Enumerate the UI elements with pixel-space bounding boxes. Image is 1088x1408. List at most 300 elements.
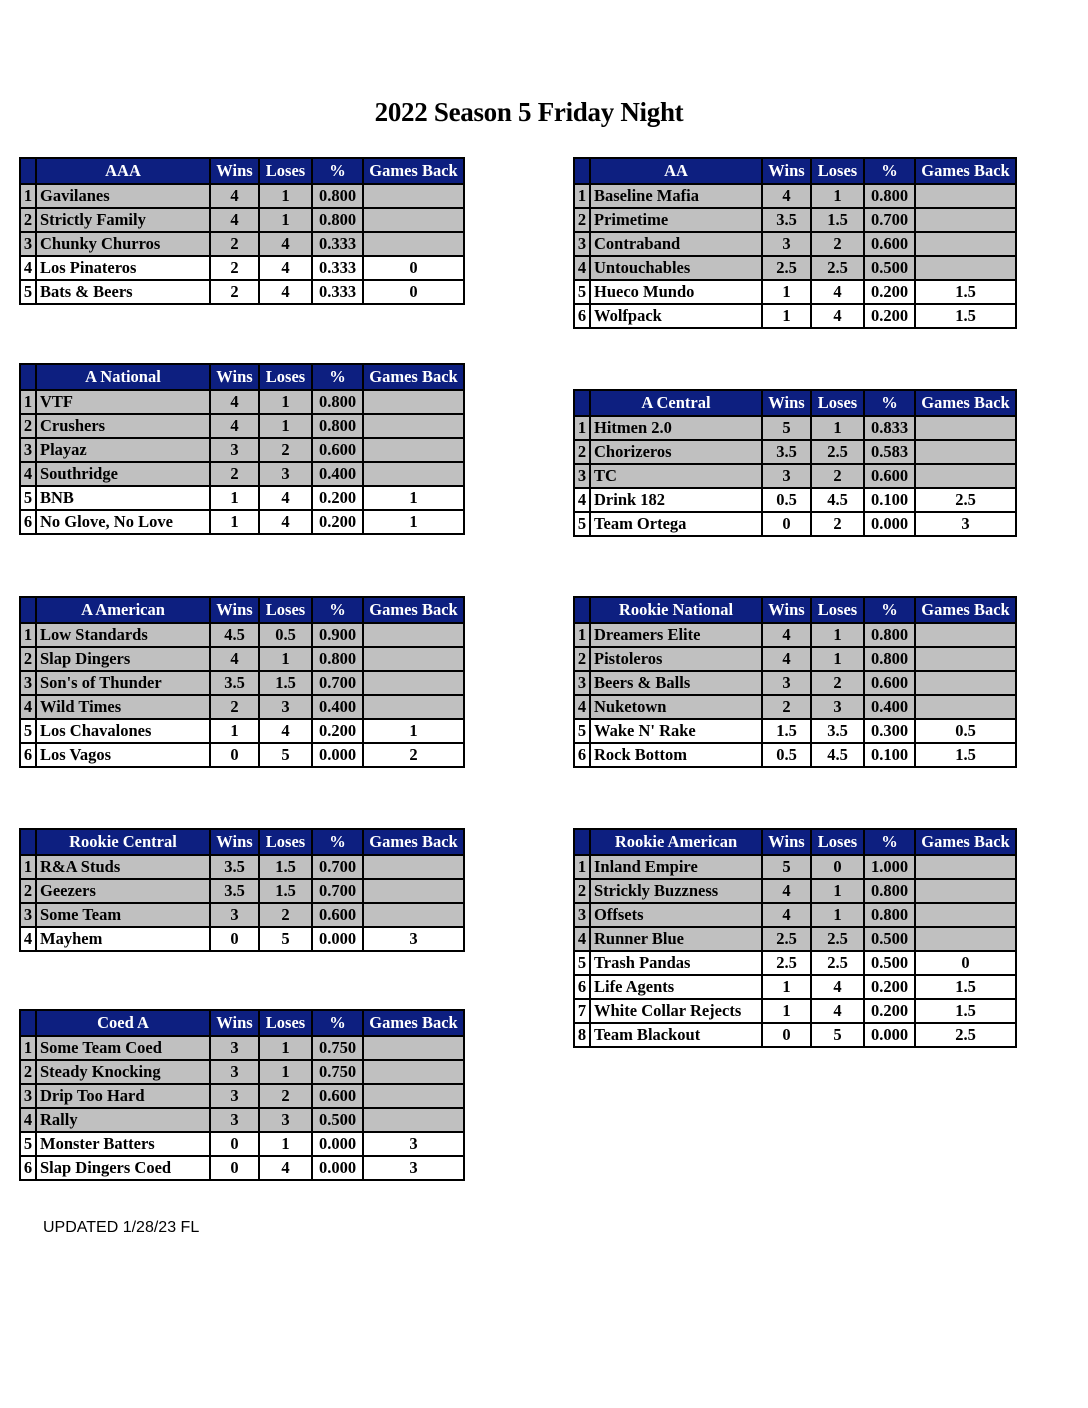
pct-cell: 0.800 (864, 903, 915, 927)
loses-cell: 4 (259, 1156, 312, 1180)
table-row (574, 695, 1016, 719)
pct-cell: 0.600 (864, 232, 915, 256)
pct-cell: 0.300 (864, 719, 915, 743)
team-name-cell: Slap Dingers (36, 647, 210, 671)
pct-cell: 0.500 (312, 1108, 363, 1132)
games-back-cell (915, 440, 1016, 464)
team-name-cell: Playaz (36, 438, 210, 462)
loses-cell: 1.5 (259, 671, 312, 695)
pct-cell: 0.800 (864, 184, 915, 208)
team-name-cell: Geezers (36, 879, 210, 903)
games-back-cell (363, 438, 464, 462)
division-name: A Central (590, 390, 762, 416)
rank-cell: 3 (20, 438, 36, 462)
rank-cell: 6 (574, 743, 590, 767)
loses-cell: 4 (259, 232, 312, 256)
games-back-cell: 1 (363, 719, 464, 743)
division-table-aa (573, 157, 1017, 329)
pct-cell: 0.600 (312, 903, 363, 927)
rank-header (574, 158, 590, 184)
table-row (20, 903, 464, 927)
wins-cell: 2 (210, 695, 259, 719)
pct-cell: 0.333 (312, 232, 363, 256)
wins-cell: 1 (762, 975, 811, 999)
loses-cell: 4 (259, 510, 312, 534)
rank-cell: 5 (20, 719, 36, 743)
wins-cell: 4 (210, 390, 259, 414)
team-name-cell: Pistoleros (590, 647, 762, 671)
wins-header: Wins (210, 1010, 259, 1036)
table-row (574, 999, 1016, 1023)
pct-cell: 0.600 (864, 671, 915, 695)
rank-cell: 5 (574, 951, 590, 975)
loses-cell: 4 (811, 999, 864, 1023)
page-title: 2022 Season 5 Friday Night (374, 97, 684, 127)
loses-cell: 2 (811, 232, 864, 256)
table-row (20, 623, 464, 647)
loses-cell: 3 (811, 695, 864, 719)
games-back-cell (363, 208, 464, 232)
rank-header (20, 364, 36, 390)
pct-cell: 0.333 (312, 280, 363, 304)
table-row (20, 208, 464, 232)
division-table-coed-a (19, 1009, 465, 1181)
table-row (574, 464, 1016, 488)
rank-cell: 1 (20, 1036, 36, 1060)
pct-header: % (864, 390, 915, 416)
loses-cell: 1 (811, 647, 864, 671)
table-row (574, 440, 1016, 464)
wins-cell: 0 (210, 927, 259, 951)
games-back-cell (915, 416, 1016, 440)
division-table-aaa (19, 157, 465, 305)
games-back-cell (363, 903, 464, 927)
team-name-cell: Strickly Buzzness (590, 879, 762, 903)
wins-cell: 0.5 (762, 743, 811, 767)
team-name-cell: Some Team Coed (36, 1036, 210, 1060)
wins-cell: 0 (210, 1156, 259, 1180)
table-row (20, 486, 464, 510)
pct-header: % (312, 364, 363, 390)
games-back-cell (363, 671, 464, 695)
loses-cell: 4 (811, 280, 864, 304)
team-name-cell: R&A Studs (36, 855, 210, 879)
games-back-cell (363, 1036, 464, 1060)
pct-cell: 0.600 (864, 464, 915, 488)
loses-header: Loses (259, 364, 312, 390)
rank-header (20, 597, 36, 623)
pct-cell: 0.500 (864, 256, 915, 280)
rank-cell: 4 (20, 462, 36, 486)
team-name-cell: Team Ortega (590, 512, 762, 536)
games-back-cell: 3 (363, 1156, 464, 1180)
pct-cell: 0.800 (312, 414, 363, 438)
table-row (20, 1036, 464, 1060)
rank-cell: 3 (20, 1084, 36, 1108)
wins-header: Wins (210, 364, 259, 390)
rank-cell: 3 (574, 464, 590, 488)
rank-cell: 1 (574, 184, 590, 208)
wins-header: Wins (210, 158, 259, 184)
wins-cell: 0 (210, 743, 259, 767)
games-back-cell (915, 623, 1016, 647)
rank-cell: 4 (20, 927, 36, 951)
table-row (574, 184, 1016, 208)
pct-cell: 0.100 (864, 743, 915, 767)
loses-cell: 2 (811, 512, 864, 536)
wins-header: Wins (762, 829, 811, 855)
pct-header: % (864, 597, 915, 623)
rank-cell: 2 (574, 647, 590, 671)
pct-cell: 0.000 (312, 927, 363, 951)
games-back-header: Games Back (363, 597, 464, 623)
wins-header: Wins (762, 158, 811, 184)
table-row (20, 695, 464, 719)
games-back-cell: 2.5 (915, 488, 1016, 512)
rank-cell: 5 (20, 1132, 36, 1156)
table-row (574, 743, 1016, 767)
games-back-cell (363, 855, 464, 879)
loses-header: Loses (811, 829, 864, 855)
loses-cell: 2 (259, 438, 312, 462)
wins-cell: 1 (762, 280, 811, 304)
pct-cell: 0.000 (312, 1156, 363, 1180)
loses-cell: 1.5 (259, 879, 312, 903)
pct-cell: 0.500 (864, 927, 915, 951)
loses-cell: 3.5 (811, 719, 864, 743)
table-row (574, 879, 1016, 903)
table-row (574, 855, 1016, 879)
loses-cell: 4 (259, 486, 312, 510)
rank-cell: 3 (20, 232, 36, 256)
games-back-header: Games Back (915, 829, 1016, 855)
wins-cell: 2.5 (762, 256, 811, 280)
pct-cell: 0.700 (864, 208, 915, 232)
rank-cell: 1 (20, 623, 36, 647)
rank-cell: 2 (20, 414, 36, 438)
rank-header (20, 158, 36, 184)
division-name: A National (36, 364, 210, 390)
games-back-cell: 1 (363, 510, 464, 534)
rank-cell: 5 (574, 512, 590, 536)
pct-cell: 0.400 (864, 695, 915, 719)
team-name-cell: Drip Too Hard (36, 1084, 210, 1108)
rank-cell: 6 (20, 1156, 36, 1180)
loses-cell: 4.5 (811, 488, 864, 512)
games-back-cell (363, 695, 464, 719)
pct-header: % (312, 829, 363, 855)
games-back-cell (915, 879, 1016, 903)
table-row (20, 743, 464, 767)
rank-cell: 4 (574, 256, 590, 280)
loses-cell: 0 (811, 855, 864, 879)
division-header-row (574, 158, 1016, 184)
pct-cell: 0.750 (312, 1060, 363, 1084)
rank-header (20, 1010, 36, 1036)
team-name-cell: Gavilanes (36, 184, 210, 208)
wins-header: Wins (210, 597, 259, 623)
table-row (20, 855, 464, 879)
wins-cell: 3.5 (762, 208, 811, 232)
games-back-cell: 1.5 (915, 304, 1016, 328)
table-row (574, 512, 1016, 536)
wins-cell: 2 (210, 232, 259, 256)
rank-cell: 4 (574, 488, 590, 512)
pct-cell: 0.700 (312, 879, 363, 903)
wins-cell: 3 (210, 438, 259, 462)
loses-cell: 2 (259, 1084, 312, 1108)
games-back-cell: 0.5 (915, 719, 1016, 743)
rank-cell: 4 (20, 256, 36, 280)
team-name-cell: Inland Empire (590, 855, 762, 879)
wins-cell: 1.5 (762, 719, 811, 743)
loses-cell: 3 (259, 462, 312, 486)
rank-cell: 5 (574, 280, 590, 304)
pct-cell: 0.800 (312, 184, 363, 208)
loses-cell: 1.5 (811, 208, 864, 232)
table-row (574, 488, 1016, 512)
division-name: Rookie National (590, 597, 762, 623)
pct-cell: 0.000 (312, 1132, 363, 1156)
loses-cell: 5 (811, 1023, 864, 1047)
table-row (20, 280, 464, 304)
table-row (20, 927, 464, 951)
loses-cell: 3 (259, 1108, 312, 1132)
rank-cell: 4 (20, 695, 36, 719)
games-back-cell (915, 232, 1016, 256)
wins-cell: 4 (210, 184, 259, 208)
wins-cell: 5 (762, 416, 811, 440)
pct-cell: 0.800 (312, 647, 363, 671)
pct-header: % (864, 829, 915, 855)
rank-cell: 6 (20, 743, 36, 767)
games-back-cell: 1.5 (915, 280, 1016, 304)
pct-cell: 0.600 (312, 1084, 363, 1108)
pct-cell: 0.000 (312, 743, 363, 767)
pct-cell: 1.000 (864, 855, 915, 879)
wins-cell: 3.5 (210, 879, 259, 903)
games-back-cell (915, 208, 1016, 232)
loses-cell: 2.5 (811, 927, 864, 951)
loses-cell: 1 (811, 879, 864, 903)
table-row (574, 719, 1016, 743)
division-header-row (574, 390, 1016, 416)
table-row (20, 1060, 464, 1084)
loses-cell: 2 (811, 464, 864, 488)
rank-cell: 2 (20, 879, 36, 903)
wins-cell: 3 (210, 1108, 259, 1132)
rank-cell: 1 (574, 855, 590, 879)
table-row (574, 416, 1016, 440)
table-row (20, 184, 464, 208)
team-name-cell: Some Team (36, 903, 210, 927)
rank-cell: 3 (574, 232, 590, 256)
team-name-cell: Los Chavalones (36, 719, 210, 743)
wins-cell: 2.5 (762, 927, 811, 951)
loses-cell: 2.5 (811, 440, 864, 464)
team-name-cell: Primetime (590, 208, 762, 232)
team-name-cell: Rally (36, 1108, 210, 1132)
team-name-cell: Wake N' Rake (590, 719, 762, 743)
table-row (574, 951, 1016, 975)
loses-cell: 4 (811, 975, 864, 999)
team-name-cell: Wolfpack (590, 304, 762, 328)
rank-header (574, 829, 590, 855)
loses-cell: 1 (259, 184, 312, 208)
team-name-cell: VTF (36, 390, 210, 414)
wins-cell: 3.5 (210, 855, 259, 879)
table-row (20, 1156, 464, 1180)
table-row (574, 280, 1016, 304)
table-row (20, 1084, 464, 1108)
pct-cell: 0.800 (864, 647, 915, 671)
team-name-cell: Nuketown (590, 695, 762, 719)
pct-cell: 0.600 (312, 438, 363, 462)
loses-cell: 2 (811, 671, 864, 695)
games-back-cell: 1.5 (915, 975, 1016, 999)
games-back-cell (915, 256, 1016, 280)
games-back-cell (363, 647, 464, 671)
wins-cell: 0 (762, 512, 811, 536)
wins-cell: 3 (210, 903, 259, 927)
games-back-cell: 3 (363, 927, 464, 951)
wins-cell: 3.5 (762, 440, 811, 464)
loses-header: Loses (259, 597, 312, 623)
team-name-cell: Dreamers Elite (590, 623, 762, 647)
games-back-cell: 2 (363, 743, 464, 767)
wins-cell: 4 (210, 208, 259, 232)
loses-cell: 1 (259, 1036, 312, 1060)
wins-cell: 4 (762, 903, 811, 927)
wins-cell: 4 (762, 623, 811, 647)
pct-cell: 0.200 (864, 304, 915, 328)
games-back-cell (915, 671, 1016, 695)
wins-cell: 4 (762, 184, 811, 208)
pct-cell: 0.800 (864, 879, 915, 903)
loses-cell: 1 (811, 903, 864, 927)
wins-cell: 3 (762, 232, 811, 256)
wins-cell: 4 (210, 414, 259, 438)
table-row (574, 927, 1016, 951)
team-name-cell: Rock Bottom (590, 743, 762, 767)
team-name-cell: Steady Knocking (36, 1060, 210, 1084)
rank-cell: 7 (574, 999, 590, 1023)
table-row (20, 232, 464, 256)
division-table-a-central (573, 389, 1017, 537)
table-row (20, 390, 464, 414)
loses-cell: 4.5 (811, 743, 864, 767)
wins-cell: 1 (210, 510, 259, 534)
pct-header: % (864, 158, 915, 184)
wins-header: Wins (762, 597, 811, 623)
games-back-cell (363, 1108, 464, 1132)
pct-cell: 0.700 (312, 671, 363, 695)
division-name: Coed A (36, 1010, 210, 1036)
table-row (574, 232, 1016, 256)
games-back-cell (363, 1084, 464, 1108)
loses-cell: 1 (811, 623, 864, 647)
table-row (574, 975, 1016, 999)
team-name-cell: Hueco Mundo (590, 280, 762, 304)
wins-cell: 3 (762, 464, 811, 488)
team-name-cell: Low Standards (36, 623, 210, 647)
rank-cell: 1 (20, 855, 36, 879)
games-back-cell: 1.5 (915, 743, 1016, 767)
wins-cell: 3 (762, 671, 811, 695)
division-header-row (574, 597, 1016, 623)
team-name-cell: Hitmen 2.0 (590, 416, 762, 440)
pct-cell: 0.333 (312, 256, 363, 280)
wins-cell: 3 (210, 1060, 259, 1084)
games-back-cell (915, 927, 1016, 951)
division-table-rookie-american (573, 828, 1017, 1048)
games-back-header: Games Back (915, 597, 1016, 623)
loses-cell: 3 (259, 695, 312, 719)
pct-cell: 0.700 (312, 855, 363, 879)
rank-cell: 1 (20, 390, 36, 414)
games-back-cell (915, 464, 1016, 488)
rank-cell: 4 (574, 695, 590, 719)
division-name: AA (590, 158, 762, 184)
games-back-cell: 0 (915, 951, 1016, 975)
table-row (574, 304, 1016, 328)
pct-cell: 0.500 (864, 951, 915, 975)
wins-cell: 2 (210, 280, 259, 304)
table-row (20, 510, 464, 534)
table-row (20, 719, 464, 743)
wins-cell: 0.5 (762, 488, 811, 512)
loses-cell: 1.5 (259, 855, 312, 879)
wins-cell: 0 (210, 1132, 259, 1156)
loses-cell: 1 (259, 1132, 312, 1156)
table-row (20, 1108, 464, 1132)
wins-cell: 4 (762, 647, 811, 671)
pct-cell: 0.200 (864, 975, 915, 999)
table-row (20, 671, 464, 695)
games-back-header: Games Back (363, 158, 464, 184)
rank-cell: 3 (574, 671, 590, 695)
team-name-cell: Southridge (36, 462, 210, 486)
table-row (20, 1132, 464, 1156)
wins-cell: 4 (762, 879, 811, 903)
pct-cell: 0.833 (864, 416, 915, 440)
games-back-cell (363, 623, 464, 647)
pct-cell: 0.750 (312, 1036, 363, 1060)
wins-cell: 3 (210, 1084, 259, 1108)
wins-cell: 4 (210, 647, 259, 671)
division-header-row (20, 1010, 464, 1036)
loses-cell: 4 (259, 280, 312, 304)
wins-cell: 1 (210, 719, 259, 743)
table-row (574, 623, 1016, 647)
team-name-cell: Offsets (590, 903, 762, 927)
wins-cell: 1 (762, 999, 811, 1023)
division-name: A American (36, 597, 210, 623)
rank-cell: 6 (20, 510, 36, 534)
games-back-cell (915, 695, 1016, 719)
table-row (574, 903, 1016, 927)
loses-header: Loses (811, 597, 864, 623)
division-header-row (20, 829, 464, 855)
rank-cell: 2 (574, 879, 590, 903)
team-name-cell: Los Pinateros (36, 256, 210, 280)
wins-cell: 2 (210, 462, 259, 486)
games-back-header: Games Back (363, 364, 464, 390)
team-name-cell: Mayhem (36, 927, 210, 951)
team-name-cell: Chunky Churros (36, 232, 210, 256)
table-row (20, 256, 464, 280)
division-header-row (20, 597, 464, 623)
